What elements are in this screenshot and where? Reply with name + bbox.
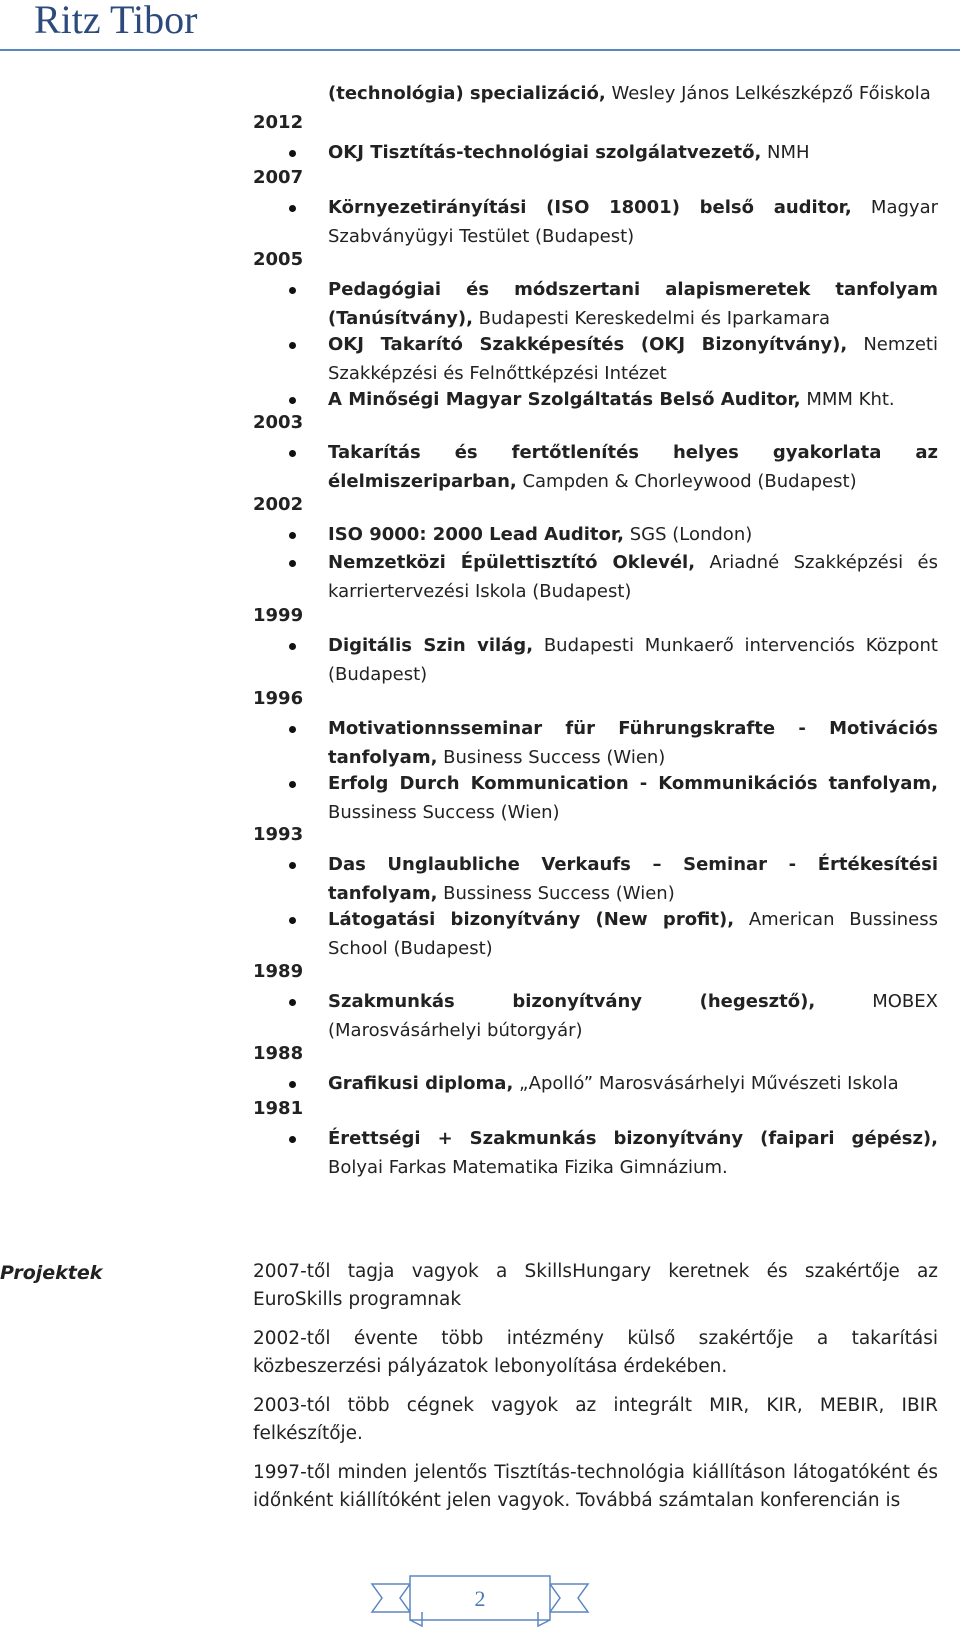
page-footer — [370, 1574, 590, 1628]
project-paragraph: 2002-től évente több intézmény külső szakértője a takarítási közbeszerzési pályázatok lebonyolítása érdekében. — [253, 1328, 938, 1377]
year-label: 1993 — [253, 824, 304, 845]
year-label: 1988 — [253, 1043, 304, 1064]
entry-institution: Budapesti Munkaerő intervenciós Központ (Budapest) — [328, 635, 938, 685]
education-entry — [328, 851, 938, 908]
year-label: 2003 — [253, 412, 304, 433]
project-paragraph: 2007-től tagja vagyok a SkillsHungary keretnek és szakértője az EuroSkills programnak — [253, 1261, 938, 1310]
entry-title: Erfolg Durch Kommunication - Kommunikációs tanfolyam, — [328, 773, 938, 794]
entry-institution: MMM Kht. — [800, 389, 895, 410]
bullet-icon — [289, 917, 296, 924]
entry-institution: American Bussiness School (Budapest) — [328, 909, 939, 959]
year-label: 2002 — [253, 494, 304, 515]
entry-title: OKJ Takarító Szakképesítés (OKJ Bizonyítvány), — [328, 334, 848, 355]
project-paragraph: 2003-tól több cégnek vagyok az integrált MIR, KIR, MEBIR, IBIR felkészítője. — [253, 1395, 938, 1444]
entry-title: (technológia) specializáció, — [328, 83, 606, 104]
entry-title: Nemzetközi Épülettisztító Oklevél, — [328, 552, 696, 573]
entry-institution: Campden & Chorleywood (Budapest) — [516, 470, 857, 492]
bullet-icon — [289, 862, 296, 869]
entry-title: Grafikusi diploma, — [328, 1073, 514, 1094]
page-number: 2 — [474, 1586, 486, 1611]
bullet-icon — [289, 532, 296, 539]
education-entry — [328, 549, 938, 606]
entry-title: Das Unglaubliche Verkaufs – Seminar - Értékesítési tanfolyam, — [328, 854, 938, 904]
entry-title: Érettségi + Szakmunkás bizonyítvány (faipari gépész), — [328, 1128, 938, 1149]
entry-title: Szakmunkás bizonyítvány (hegesztő), — [328, 991, 816, 1012]
entry-institution: Nemzeti Szakképzési és Felnőttképzési Intézet — [328, 334, 938, 384]
entry-title: ISO 9000: 2000 Lead Auditor, — [328, 524, 624, 545]
entry-title: Pedagógiai és módszertani alapismeretek tanfolyam (Tanúsítvány), — [328, 279, 938, 329]
entry-institution: Bussiness Success (Wien) — [328, 801, 560, 823]
education-entry — [328, 1070, 938, 1099]
entry-institution: Bolyai Farkas Matematika Fizika Gimnázium. — [328, 1156, 728, 1178]
year-label: 1981 — [253, 1098, 304, 1119]
education-entry — [328, 988, 938, 1045]
education-entry — [328, 632, 938, 689]
bullet-icon — [289, 450, 296, 457]
entry-title: Takarítás és fertőtlenítés helyes gyakorlata az élelmiszeriparban, — [328, 442, 938, 492]
bullet-icon — [289, 205, 296, 212]
entry-institution: Magyar Szabványügyi Testület (Budapest) — [328, 197, 939, 247]
entry-title: Látogatási bizonyítvány (New profit), — [328, 909, 735, 930]
education-entry — [328, 1125, 938, 1182]
education-entry — [328, 439, 938, 496]
entry-institution: Budapesti Kereskedelmi és Iparkamara — [472, 307, 831, 329]
entry-institution: Ariadné Szakképzési és karriertervezési Iskola (Budapest) — [328, 552, 938, 602]
bullet-icon — [289, 643, 296, 650]
entry-institution: Bussiness Success (Wien) — [437, 882, 675, 904]
education-entry — [328, 770, 938, 827]
bullet-icon — [289, 150, 296, 157]
education-entry — [328, 715, 938, 772]
bullet-icon — [289, 560, 296, 567]
bullet-icon — [289, 999, 296, 1006]
education-entry — [328, 194, 938, 251]
entry-title: Környezetirányítási (ISO 18001) belső auditor, — [328, 197, 852, 218]
year-label: 1989 — [253, 961, 304, 982]
education-entry — [328, 276, 938, 333]
bullet-icon — [289, 1136, 296, 1143]
bullet-icon — [289, 397, 296, 404]
project-paragraph: 1997-től minden jelentős Tisztítás-technológia kiállításon látogatóként és időnként kiállítóként jelen vagyok. Továbbá számtalan konferencián is — [253, 1462, 938, 1511]
header-rule — [0, 49, 960, 51]
entry-institution: Wesley János Lelkészképző Főiskola — [605, 83, 931, 104]
entry-title: OKJ Tisztítás-technológiai szolgálatvezető, — [328, 142, 762, 163]
entry-title: A Minőségi Magyar Szolgáltatás Belső Auditor, — [328, 389, 801, 410]
document-author-name: Ritz Tibor — [34, 0, 198, 42]
education-entry — [328, 139, 938, 168]
year-label: 1999 — [253, 605, 304, 626]
education-entry — [328, 521, 938, 550]
year-label: 2007 — [253, 167, 304, 188]
entry-institution: NMH — [761, 142, 810, 163]
page-header — [0, 0, 960, 52]
entry-institution: SGS (London) — [623, 524, 753, 545]
bullet-icon — [289, 287, 296, 294]
education-entry — [328, 331, 938, 388]
projects-label: Projektek — [0, 1262, 103, 1284]
bullet-icon — [289, 726, 296, 733]
education-entry — [328, 386, 938, 415]
entry-title: Digitális Szin világ, — [328, 635, 534, 656]
bullet-icon — [289, 1081, 296, 1088]
year-label: 1996 — [253, 688, 304, 709]
bullet-icon — [289, 342, 296, 349]
bullet-icon — [289, 781, 296, 788]
entry-institution: „Apolló” Marosvásárhelyi Művészeti Iskola — [513, 1073, 899, 1094]
entry-institution: Business Success (Wien) — [437, 746, 666, 768]
education-entry — [328, 906, 938, 963]
entry-title: Motivationnsseminar für Führungskrafte - Motivációs tanfolyam, — [328, 718, 938, 768]
entry-institution: MOBEX (Marosvásárhelyi bútorgyár) — [328, 991, 938, 1041]
education-entry — [328, 80, 938, 109]
year-label: 2005 — [253, 249, 304, 270]
year-label: 2012 — [253, 112, 304, 133]
